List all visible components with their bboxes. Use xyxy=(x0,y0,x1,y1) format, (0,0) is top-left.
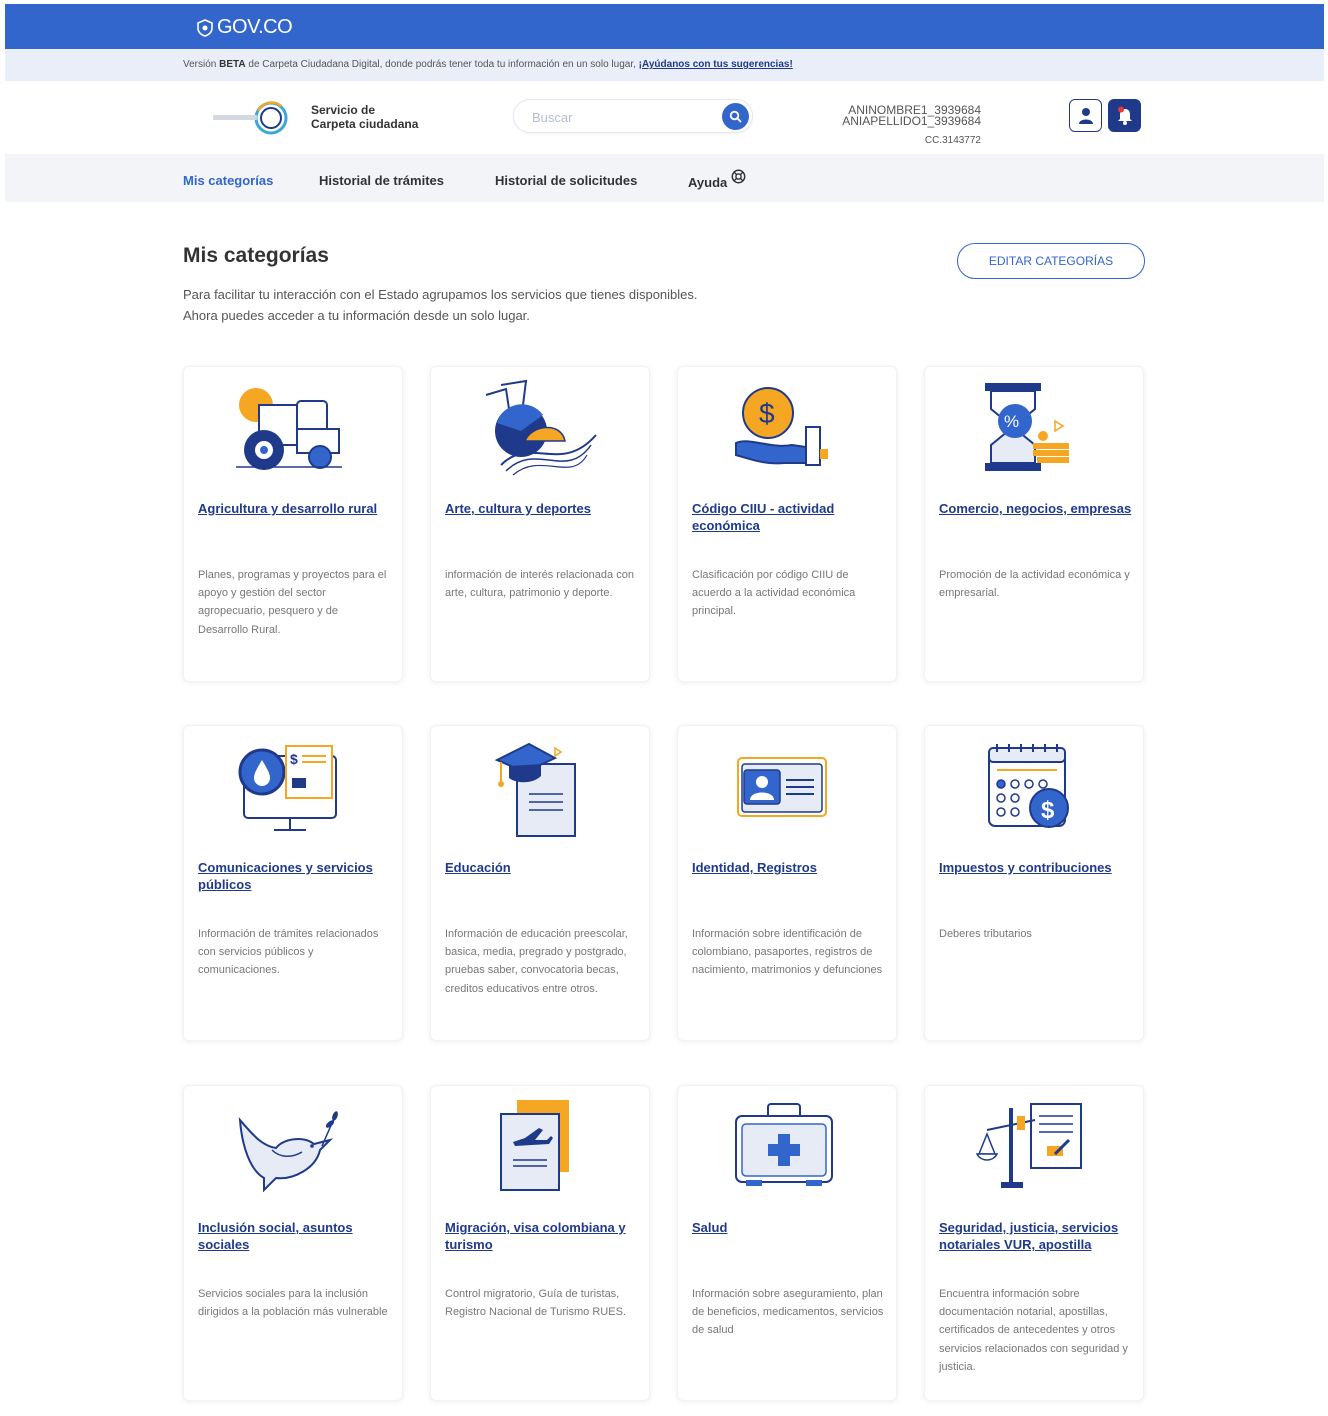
medical-kit-icon xyxy=(678,1094,898,1204)
category-card-codigo-ciiu[interactable] xyxy=(677,366,897,682)
edit-categories-button[interactable]: EDITAR CATEGORÍAS xyxy=(957,243,1145,279)
search-box xyxy=(513,99,753,133)
category-description: Información de educación preescolar, basica, media, pregrado y postgrado, pruebas saber, convocatoria becas, creditos educativos entre otros. xyxy=(445,928,628,995)
category-title: Educación xyxy=(445,860,511,875)
user-info xyxy=(805,105,981,146)
beta-label: BETA xyxy=(219,59,246,70)
category-title: Salud xyxy=(692,1220,728,1235)
user-name: ANINOMBRE1_3939684 xyxy=(848,103,981,117)
govco-logo[interactable] xyxy=(197,16,292,39)
category-card-comunicaciones[interactable] xyxy=(183,725,403,1041)
category-card-comercio[interactable] xyxy=(924,366,1144,682)
airplane-document-icon xyxy=(431,1094,651,1204)
category-description: Encuentra información sobre documentación notarial, apostillas, certificados de antecedentes y otros servicios relacionados con seguridad y justicia. xyxy=(939,1288,1128,1373)
brand-line-1: Servicio de xyxy=(311,103,376,117)
user-icon xyxy=(1078,107,1094,125)
svg-text:$: $ xyxy=(1041,797,1055,824)
search-icon xyxy=(729,110,742,123)
category-title: Inclusión social, asuntos sociales xyxy=(198,1220,353,1252)
category-description: Información sobre identificación de colombiano, pasaportes, registros de nacimiento, matrimonios y defunciones xyxy=(692,928,883,977)
category-card-educacion[interactable] xyxy=(430,725,650,1041)
beta-text: de Carpeta Ciudadana Digital, donde podrás tener toda tu información en un solo lugar, xyxy=(245,59,639,70)
user-id: CC.3143772 xyxy=(924,135,981,146)
coin-hand-icon xyxy=(678,375,898,485)
page-description xyxy=(183,284,698,326)
svg-text:%: % xyxy=(1004,412,1020,431)
monitor-bill-icon xyxy=(184,734,404,844)
gov-bar xyxy=(5,4,1324,49)
notifications-button[interactable] xyxy=(1108,99,1141,132)
category-card-agricultura[interactable] xyxy=(183,366,403,682)
svg-text:$: $ xyxy=(290,751,298,767)
category-card-seguridad-justicia[interactable] xyxy=(924,1085,1144,1401)
main-nav xyxy=(5,154,1324,202)
category-title: Impuestos y contribuciones xyxy=(939,860,1112,875)
dove-icon xyxy=(184,1094,404,1204)
beta-banner xyxy=(5,49,1324,81)
category-title: Comunicaciones y servicios públicos xyxy=(198,860,373,892)
search-button[interactable] xyxy=(722,103,749,130)
category-title: Comercio, negocios, empresas xyxy=(939,501,1132,516)
category-title: Código CIIU - actividad económica xyxy=(692,501,835,533)
shield-icon xyxy=(197,19,213,37)
category-description: Información sobre aseguramiento, plan de beneficios, medicamentos, servicios de salud xyxy=(692,1288,884,1337)
page-description-line-2: Ahora puedes acceder a tu información desde un solo lugar. xyxy=(183,308,530,323)
art-culture-icon xyxy=(431,375,651,485)
calendar-tax-icon xyxy=(925,734,1145,844)
category-title: Arte, cultura y deportes xyxy=(445,501,591,516)
svg-text:$: $ xyxy=(759,398,775,429)
brand-name xyxy=(311,103,418,131)
id-card-icon xyxy=(678,734,898,844)
nav-ayuda[interactable] xyxy=(688,173,746,190)
search-input[interactable] xyxy=(532,107,712,127)
brand-line-2: Carpeta ciudadana xyxy=(311,117,419,131)
category-description: Información de trámites relacionados con servicios públicos y comunicaciones. xyxy=(198,928,379,977)
category-description: información de interés relacionada con arte, cultura, patrimonio y deporte. xyxy=(445,569,634,600)
category-description: Clasificación por código CIIU de acuerdo a la actividad económica principal. xyxy=(692,569,856,618)
nav-historial-solicitudes[interactable]: Historial de solicitudes xyxy=(495,173,638,188)
beta-prefix: Versión xyxy=(183,59,220,70)
scales-document-icon xyxy=(925,1094,1145,1204)
category-card-identidad[interactable] xyxy=(677,725,897,1041)
help-icon xyxy=(731,169,746,184)
category-card-migracion[interactable] xyxy=(430,1085,650,1401)
category-title: Identidad, Registros xyxy=(692,860,817,875)
feedback-link[interactable]: ¡Ayúdanos con tus sugerencias! xyxy=(638,59,793,70)
category-card-salud[interactable] xyxy=(677,1085,897,1401)
category-title: Agricultura y desarrollo rural xyxy=(198,501,378,516)
user-lastname: ANIAPELLIDO1_3939684 xyxy=(842,114,981,128)
category-description: Control migratorio, Guía de turistas, Registro Nacional de Turismo RUES. xyxy=(445,1288,626,1319)
site-header xyxy=(5,81,1324,154)
tractor-icon xyxy=(184,375,404,485)
category-title: Migración, visa colombiana y turismo xyxy=(445,1220,626,1252)
nav-ayuda-label: Ayuda xyxy=(688,175,728,190)
category-description: Deberes tributarios xyxy=(939,928,1032,940)
graduation-cap-icon xyxy=(431,734,651,844)
nav-mis-categorias[interactable]: Mis categorías xyxy=(183,173,274,188)
govco-logo-text: GOV.CO xyxy=(217,16,293,38)
category-description: Planes, programas y proyectos para el apoyo y gestión del sector agropecuario, pesquero y de Desarrollo Rural. xyxy=(198,569,387,636)
category-card-inclusion-social[interactable] xyxy=(183,1085,403,1401)
page-title: Mis categorías xyxy=(183,244,329,267)
agencia-digital-logo[interactable] xyxy=(211,99,291,137)
category-title: Seguridad, justicia, servicios notariales VUR, apostilla xyxy=(939,1220,1119,1252)
category-card-arte-cultura[interactable] xyxy=(430,366,650,682)
page-description-line-1: Para facilitar tu interacción con el Estado agrupamos los servicios que tienes disponibles. xyxy=(183,287,698,302)
nav-historial-tramites[interactable]: Historial de trámites xyxy=(319,173,444,188)
profile-button[interactable] xyxy=(1069,99,1102,132)
hourglass-percent-icon xyxy=(925,375,1145,485)
category-description: Promoción de la actividad económica y empresarial. xyxy=(939,569,1130,600)
category-description: Servicios sociales para la inclusión dirigidos a la población más vulnerable xyxy=(198,1288,388,1319)
category-card-impuestos[interactable] xyxy=(924,725,1144,1041)
bell-icon xyxy=(1116,106,1134,126)
